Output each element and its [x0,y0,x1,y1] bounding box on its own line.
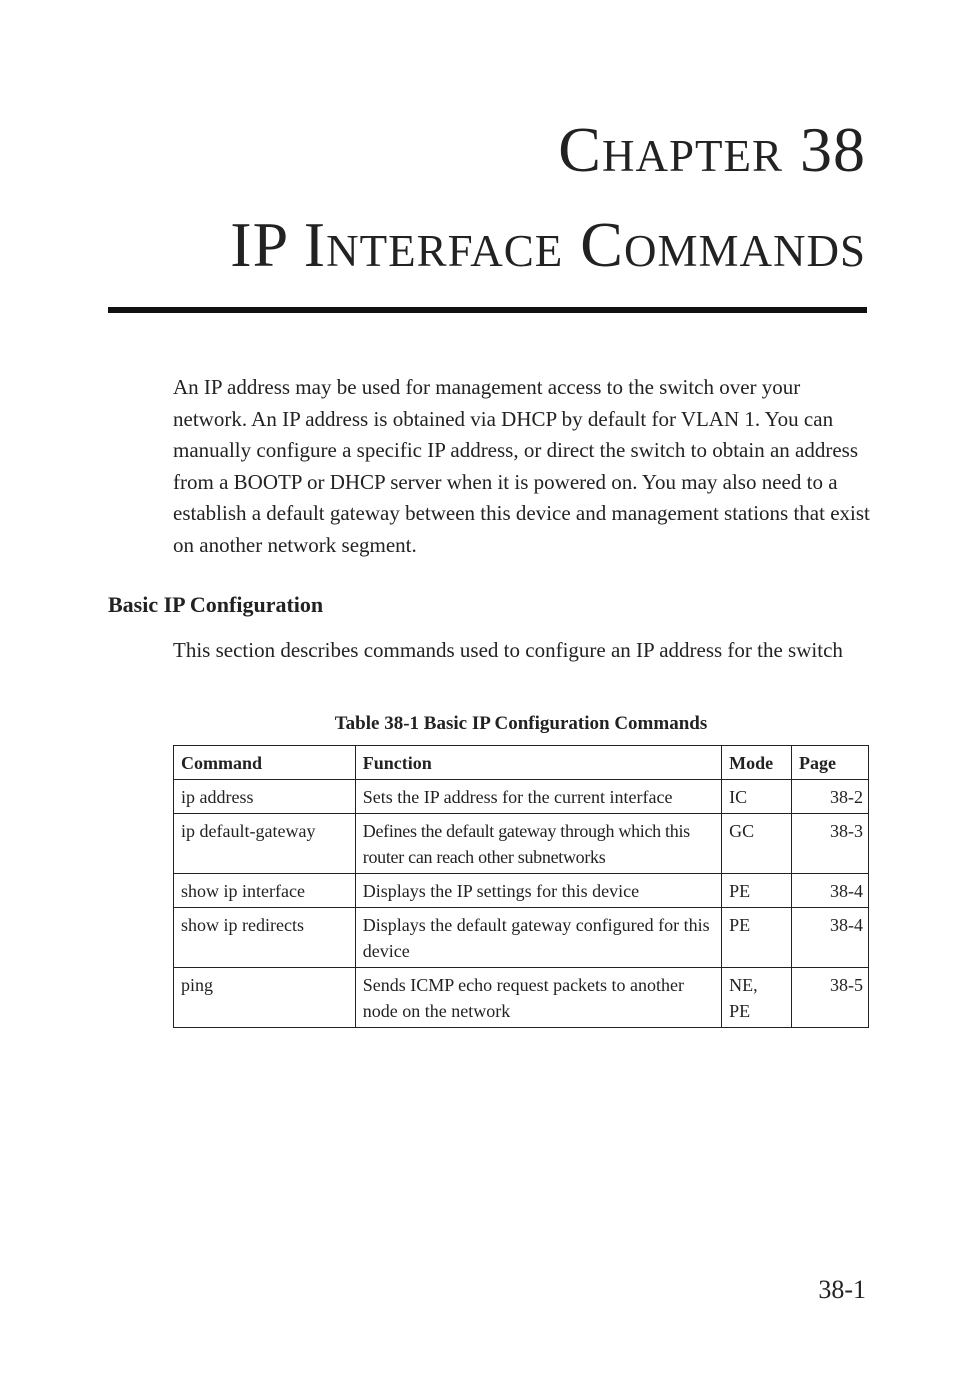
function-cell: Displays the IP settings for this device [355,874,721,908]
mode-cell: PE [722,874,792,908]
table-header-row [174,746,869,780]
command-cell: ip address [174,780,356,814]
function-cell: Sets the IP address for the current interface [355,780,721,814]
function-cell: Defines the default gateway through which this router can reach other subnetworks [355,814,721,874]
mode-cell: NE, PE [722,968,792,1028]
header-mode: Mode [722,746,792,780]
table-caption: Table 38-1 Basic IP Configuration Commands [334,713,708,734]
table-row [174,874,869,908]
header-page: Page [792,746,869,780]
table-row [174,780,869,814]
chapter-number: Chapter 38 [558,114,866,185]
page-number: 38-1 [818,1275,866,1304]
function-cell: Sends ICMP echo request packets to another node on the network [355,968,721,1028]
page-cell: 38-5 [792,968,869,1028]
table-row [174,814,869,874]
page-cell: 38-3 [792,814,869,874]
chapter-name: IP Interface Commands [230,209,866,280]
table-row [174,908,869,968]
mode-cell: PE [722,908,792,968]
intro-paragraph: An IP address may be used for management access to the switch over your network. An IP address is obtained via DHCP by default for VLAN 1. You can manually configure a specific IP address, or direct the switch to obtain an address from a BOOTP or DHCP server when it is powered on. You may also need to a establish a default gateway between this device and management stations that exist on another network segment. [173,375,870,557]
chapter-title [230,114,866,308]
command-cell: show ip interface [174,874,356,908]
page-cell: 38-2 [792,780,869,814]
command-cell: ping [174,968,356,1028]
page-cell: 38-4 [792,908,869,968]
commands-table [173,745,869,1028]
header-command: Command [174,746,356,780]
page-cell: 38-4 [792,874,869,908]
command-cell: ip default-gateway [174,814,356,874]
command-cell: show ip redirects [174,908,356,968]
table-row [174,968,869,1028]
function-cell: Displays the default gateway configured for this device [355,908,721,968]
mode-cell: IC [722,780,792,814]
title-divider [108,307,867,313]
header-function: Function [355,746,721,780]
section-description: This section describes commands used to configure an IP address for the switch [173,638,843,662]
section-heading: Basic IP Configuration [108,592,324,617]
mode-cell: GC [722,814,792,874]
